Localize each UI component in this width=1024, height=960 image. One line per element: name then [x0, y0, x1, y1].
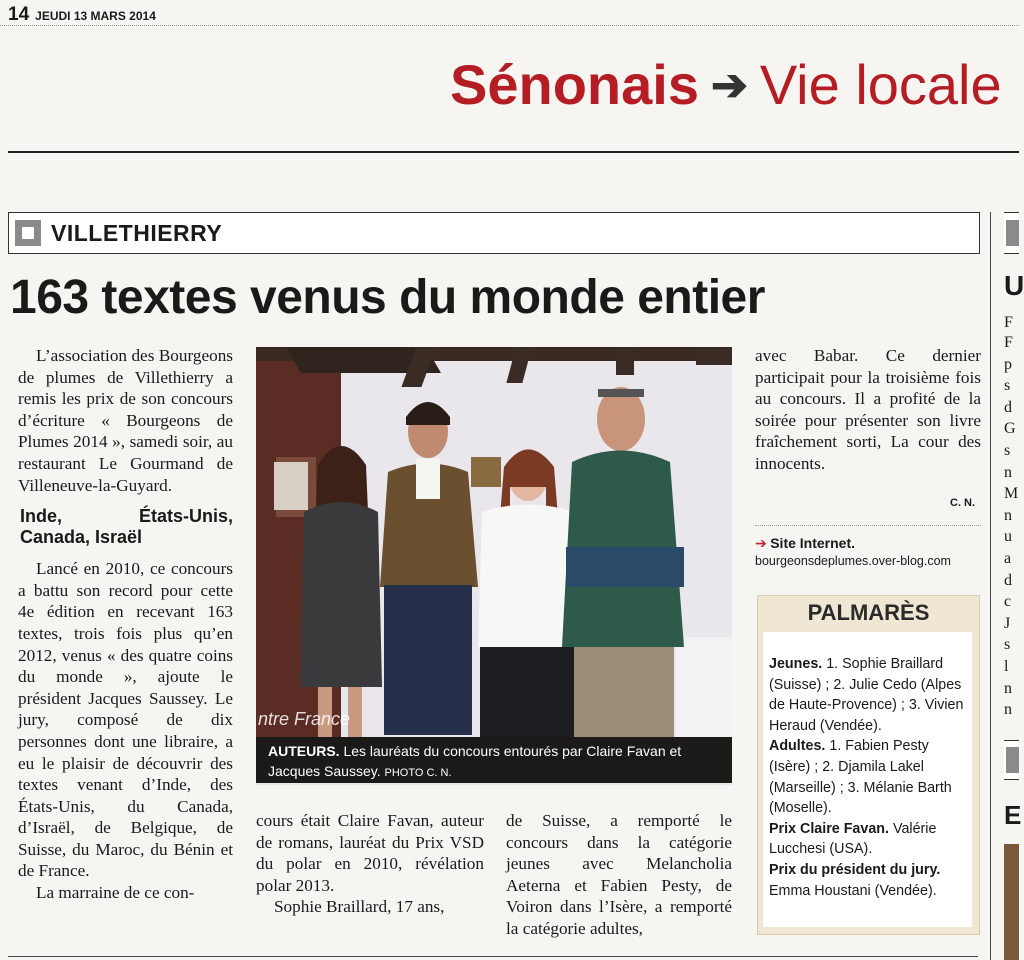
kicker-box: [8, 212, 980, 254]
photo-caption: [256, 737, 732, 783]
fragment-line: n: [1004, 507, 1012, 524]
palmares-title: PALMARÈS: [807, 600, 930, 625]
paragraph: avec Babar. Ce dernier participait pour la troisième fois au concours. Il a profité de la soirée pour présenter son livre fraîchement sorti, La cour des innocents.: [755, 346, 981, 473]
website-note: [755, 535, 981, 570]
photo-watermark: ntre France: [258, 709, 351, 729]
column-rule: [990, 212, 991, 960]
fragment-line: d: [1004, 572, 1012, 589]
paragraph: L’association des Bourgeons de plumes de Villethierry a remis les prix de son concours d’écriture « Bourgeons de Plumes 2014 », samedi soir, au restaurant Le Gourmand de Villeneuve-la-Guyard.: [18, 346, 233, 495]
fragment-line: a: [1004, 550, 1012, 567]
palmares-winners: Emma Houstani (Vendée).: [769, 882, 937, 899]
palmares-winners: 1. Sophie Braillard (Suisse) ; 2. Julie Cedo (Alpes de Haute-Provence) ; 3. Vivien Heraud (Vendée).: [769, 656, 964, 734]
paragraph: de Suisse, a remporté le concours dans la catégorie jeunes avec Melancholia Aeterna et Fabien Pesty, de Voiron dans l’Isère, a remporté la catégorie adultes,: [506, 811, 732, 938]
fragment-line: n: [1004, 680, 1012, 697]
article-column-2: [256, 810, 484, 918]
fragment-line: F: [1004, 334, 1013, 351]
paragraph: Sophie Braillard, 17 ans,: [274, 897, 445, 917]
palmares-category: Prix Claire Favan.: [769, 820, 889, 837]
header-rule: [8, 151, 1019, 153]
kicker-location: VILLETHIERRY: [51, 220, 223, 246]
next-photo-fragment: [1004, 844, 1019, 960]
paragraph: Lancé en 2010, ce concours a battu son record pour cette 4e édition en recevant 163 textes, trois fois plus qu’en 2012, venus « des quatre coins du monde », ajoute le président Jacques Saussey. Le jury, composé de dix personnes dont une libraire, a eu le plaisir de découvrir des textes venant d’Inde, des États-Unis, du Canada, d’Israël, de Belgique, de Suisse, du Maroc, du Bénin et de France.: [18, 559, 233, 881]
issue-date: JEUDI 13 MARS 2014: [35, 9, 156, 23]
palmares-winners: 1. Fabien Pesty (Isère) ; 2. Djamila Lakel (Marseille) ; 3. Mélanie Barth (Moselle).: [769, 738, 952, 817]
fragment-line: u: [1004, 528, 1012, 545]
palmares-category: Adultes.: [769, 738, 826, 755]
article-column-4: [755, 345, 981, 475]
fragment-line: n: [1004, 464, 1012, 481]
fragment-line: n: [1004, 701, 1012, 718]
palmares-entry: [769, 736, 968, 818]
caption-body: Les lauréats du concours entourés par Claire Favan et Jacques Saussey.: [268, 743, 682, 779]
fragment-line: M: [1004, 485, 1019, 502]
fragment-line: s: [1004, 377, 1011, 394]
caption-label: AUTEURS.: [268, 743, 340, 759]
caption-text: [268, 741, 732, 783]
next-kicker-box: [1004, 212, 1019, 254]
paragraph: cours était Claire Favan, auteur de romans, lauréat du Prix VSD du polar en 2010, révélation polar 2013.: [256, 811, 484, 895]
palmares-box: [757, 595, 980, 935]
next-headline-fragment: U: [1004, 270, 1024, 301]
section-name: Sénonais: [450, 53, 699, 116]
article-column-3: [506, 810, 732, 940]
website-url: bourgeonsdeplumes.over-blog.com: [755, 554, 951, 568]
fragment-line: p: [1004, 356, 1012, 373]
fragment-line: F: [1004, 314, 1013, 331]
website-label: Site Internet.: [770, 535, 856, 551]
caption-credit: PHOTO C. N.: [384, 767, 452, 779]
square-bullet-icon: [1006, 747, 1019, 773]
next-headline-fragment: E: [1004, 800, 1022, 830]
article-column-1: [18, 345, 233, 904]
next-kicker-box: [1004, 740, 1019, 780]
bottom-rule: [8, 956, 978, 957]
palmares-entry: [769, 819, 968, 860]
square-bullet-icon: [15, 220, 41, 246]
headline: 163 textes venus du monde entier: [10, 271, 765, 324]
page-number: 14: [8, 4, 30, 25]
fragment-line: s: [1004, 636, 1011, 653]
fragment-line: s: [1004, 442, 1011, 459]
fragment-line: c: [1004, 593, 1012, 610]
fragment-line: l: [1004, 658, 1009, 675]
palmares-entry: [769, 654, 968, 736]
section-arrow-icon: ➔: [710, 61, 748, 110]
article-photo: [256, 347, 732, 785]
square-bullet-icon: [1006, 220, 1019, 246]
top-dotted-rule: [0, 25, 1019, 26]
palmares-list: [763, 632, 972, 927]
author-signature: C. N.: [950, 497, 976, 509]
subsection-name: Vie locale: [759, 53, 1002, 116]
section-header: [450, 52, 1002, 117]
arrow-icon: ➔: [755, 535, 767, 551]
palmares-category: Prix du président du jury.: [769, 861, 941, 878]
palmares-entry: [769, 860, 968, 901]
fragment-line: G: [1004, 420, 1016, 437]
next-article-fragment: [1004, 212, 1024, 960]
palmares-category: Jeunes.: [769, 656, 823, 672]
fragment-line: J: [1004, 615, 1011, 632]
fragment-line: d: [1004, 399, 1012, 416]
web-rule: [755, 525, 981, 526]
palmares-winners: Valérie Lucchesi (USA).: [769, 820, 937, 858]
paragraph: La marraine de ce con-: [36, 883, 195, 903]
subheading: Inde, États-Unis, Canada, Israël: [20, 506, 233, 548]
folio: [8, 4, 156, 26]
